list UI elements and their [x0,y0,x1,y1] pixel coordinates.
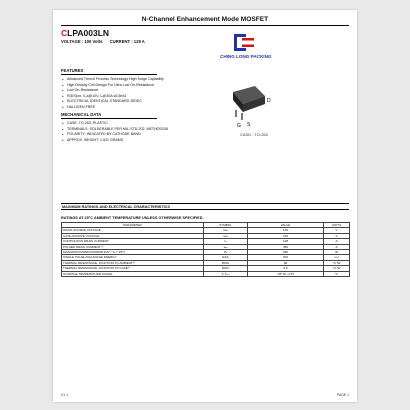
version-label: V1.1 [61,393,68,397]
unit-cell: °C /W [324,260,350,265]
ratings-note: RATINGS AT 25°C AMBIENT TEMPERATURE UNLESS OTHERWISE SPECIFIED. [61,216,204,220]
column-header: SYMBOL [204,223,248,228]
feature-item: ● HALOGEN FREE [62,105,164,111]
symbol-cell: Pₐ [204,250,248,255]
parameter-cell: THERMAL RESISTANCE, JUNCTION TO CASE⁽¹⁾ [62,266,204,271]
value-cell: 250 [248,250,324,255]
features-divider [61,74,157,75]
value-cell: 128 [248,239,324,244]
mechanical-item: ● POLARITY: INDICATED BY CATHODE BAND [62,132,168,138]
symbol-cell: RθJC [204,266,248,271]
mechanical-list [62,121,168,143]
case-label: CASD : TO-263 [240,132,268,137]
symbol-cell: Vₐs [204,233,248,238]
page-number: PAGE 1 [337,393,349,397]
current-label: CURRENT : 128 A [109,39,145,44]
unit-cell: °C /W [324,266,350,271]
parameter-cell: DRAIN-SOURCE VOLTAGE [62,228,204,233]
parameter-cell: MAXIMUM POWER DISSIPATION⁽¹⁾ Tₐ = 25°C [62,250,204,255]
symbol-cell: RθJA [204,260,248,265]
parameter-cell: PULSED DRAIN CURRENT ⁽¹⁾ [62,244,204,249]
company-name: CHING LONG PACKING [220,54,272,59]
table-row [62,271,350,276]
mechanical-divider [61,118,157,119]
unit-cell: °C [324,271,350,276]
company-logo-icon [234,34,254,51]
feature-item: ● ELECTRICAL IDENTICAL STANDARD JEDEC [62,99,164,105]
part-number [61,28,109,38]
feature-item: ● High Density Cell Design For Ultra Low On-Resistance [62,83,164,89]
voltage-label: VOLTAGE : 100 Volts [61,39,103,44]
unit-cell: W [324,250,350,255]
mechanical-heading: MECHANICAL DATA [61,112,102,117]
parameter-cell: CONTINUOUS DRAIN CURRENT [62,239,204,244]
feature-item: ● Advanced Trench Process Technology High Surge Capability [62,77,164,83]
pin-d-label: D [267,98,271,104]
pin-g-label: G [237,123,241,129]
mechanical-item: ● CASE: TO-263, PLASTIC [62,121,168,127]
value-cell: ±20 [248,233,324,238]
part-prefix: C [61,28,68,38]
column-header: VALUE [248,223,324,228]
unit-cell: V [324,233,350,238]
feature-item: ● Low On-Resistance [62,88,164,94]
value-cell: 100 [248,228,324,233]
mechanical-item: ● APPROX. WEIGHT: 1.531 GRAMS [62,138,168,144]
unit-cell: A [324,244,350,249]
part-rest: LPA003LN [67,28,110,38]
ratings-section-banner [61,203,349,210]
parameter-cell: THERMAL RESISTANCE, JUNCTION TO AMBIENT⁽¹⁾ [62,260,204,265]
mechanical-item: ● TERMINALS: SOLDERABLE PER MIL-STD-202, METHOD208 [62,127,168,133]
features-list [62,77,164,110]
parameter-cell: SINGLE PULSE AVALANCHE ENERGY [62,255,204,260]
unit-cell: mJ [324,255,350,260]
datasheet-page [53,10,357,402]
unit-cell: V [324,228,350,233]
symbol-cell: Iₐₘ [204,244,248,249]
symbol-cell: EAS [204,255,248,260]
unit-cell: A [324,239,350,244]
column-header: PARAMETER [62,223,204,228]
symbol-cell: Tⱼ,Tₛₜ₉ [204,271,248,276]
parameter-cell: GATE-SOURCE VOLTAGE [62,233,204,238]
ratings-section-title: MAXIMUM RATINGS AND ELECTRICAL CHARACTERISTICS [62,205,170,209]
value-cell: 0.5 [248,266,324,271]
parameter-cell: STORAGE TEMPERATURE RANGE [62,271,204,276]
pin-s-label: S [247,122,251,128]
to263-package-icon [225,80,275,130]
value-cell: 200 [248,255,324,260]
ratings-table [61,222,350,277]
symbol-cell: Iₐ [204,239,248,244]
document-title: N-Channel Enhancement Mode MOSFET [141,16,269,23]
value-cell: -55 TO +175 [248,271,324,276]
title-divider [61,25,349,26]
value-cell: 450 [248,244,324,249]
rating-summary [61,39,151,44]
feature-item: ● R(DS)on, Vₐs@10V, Iₐ@30A ≤6.5mΩ [62,94,164,100]
column-header: UNITS [324,223,350,228]
value-cell: 68 [248,260,324,265]
symbol-cell: Vₐs [204,228,248,233]
features-heading: FEATURES [61,68,84,73]
